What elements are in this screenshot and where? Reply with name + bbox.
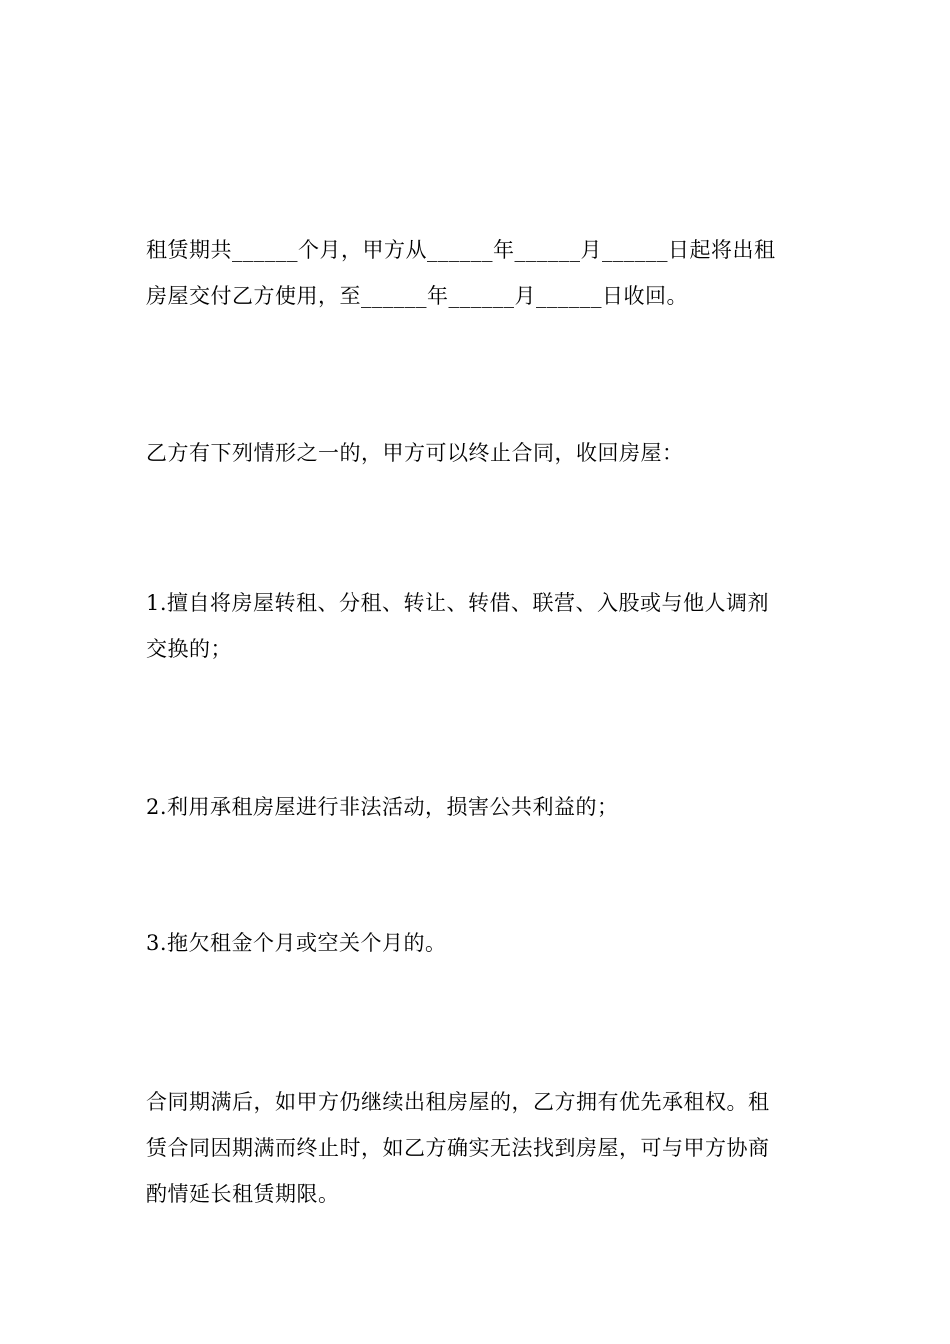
text-line: 3.拖欠租金个月或空关个月的。 [146, 931, 447, 955]
paragraph-lease-term [146, 227, 806, 319]
text-line: 交换的； [146, 637, 232, 661]
text-line: 乙方有下列情形之一的，甲方可以终止合同，收回房屋： [146, 441, 684, 465]
text-line: 房屋交付乙方使用，至______年______月______日收回。 [146, 284, 688, 308]
list-item-rent-arrears [146, 920, 806, 966]
list-item-sublet [146, 580, 806, 672]
paragraph-renewal-priority [146, 1079, 806, 1217]
text-line: 酌情延长租赁期限。 [146, 1182, 340, 1206]
list-item-illegal-activity [146, 784, 806, 830]
text-line: 合同期满后，如甲方仍继续出租房屋的，乙方拥有优先承租权。租 [146, 1090, 770, 1114]
text-line: 1.擅自将房屋转租、分租、转让、转借、联营、入股或与他人调剂 [146, 591, 770, 615]
text-line: 租赁期共______个月，甲方从______年______月______日起将出租 [146, 238, 776, 262]
paragraph-termination-conditions [146, 430, 806, 476]
text-line: 2.利用承租房屋进行非法活动，损害公共利益的； [146, 795, 619, 819]
text-line: 赁合同因期满而终止时，如乙方确实无法找到房屋，可与甲方协商 [146, 1136, 770, 1160]
